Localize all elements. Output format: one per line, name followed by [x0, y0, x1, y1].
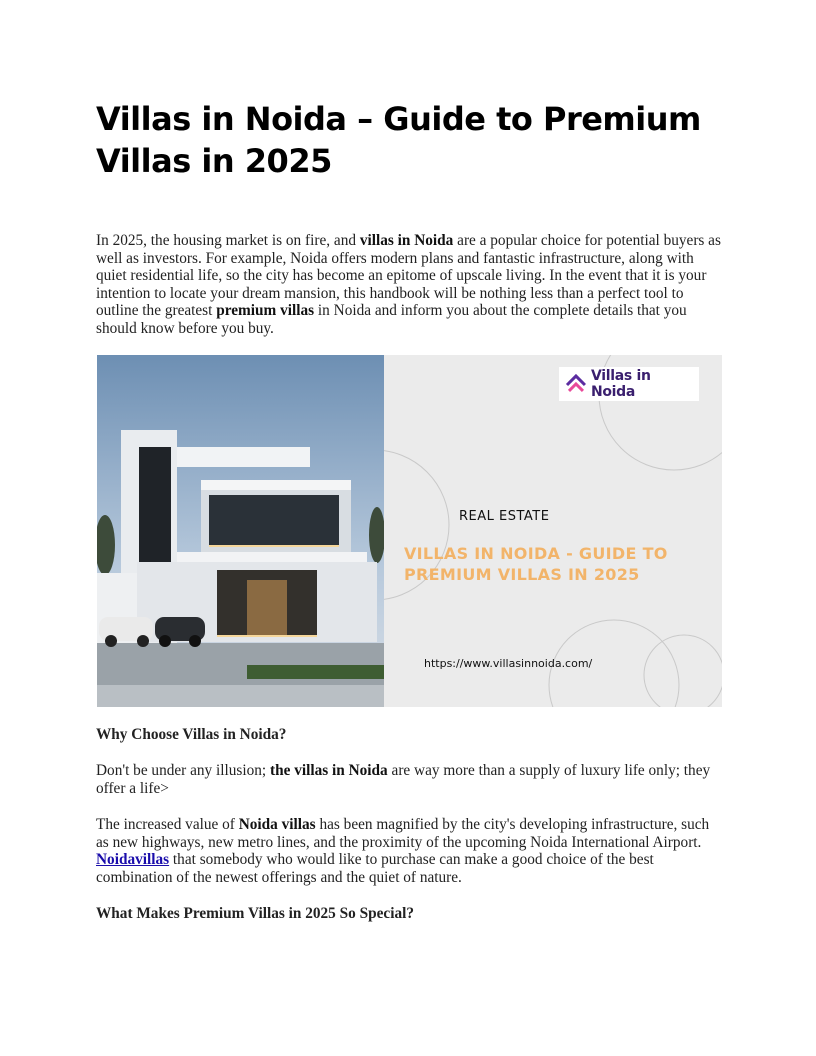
intro-text-2: are a popular choice for potential buyers as well as investors. For example, Noida offers modern plans and fantastic infrastructure, along with quiet residential life, so the city has become an epitome of upscale living. In the event that it is your intention to locate your dream mansion, this handbook will be nothing less than a perfect tool to outline the greatest	[96, 232, 721, 320]
logo-text: Villas in Noida	[590, 368, 651, 400]
intro-text-3: in Noida and inform you about the complete details that you should know before you buy.	[96, 302, 687, 337]
logo-house-icon	[565, 373, 587, 395]
p2-text-1: Don't be under any illusion;	[96, 762, 270, 779]
brand-logo	[559, 367, 699, 401]
banner-url: https://www.villasinnoida.com/	[424, 657, 593, 670]
promo-panel	[384, 355, 722, 707]
heading-what-makes-special: What Makes Premium Villas in 2025 So Special?	[96, 905, 414, 922]
intro-bold-premium-villas: premium villas	[216, 302, 315, 320]
real-estate-label: REAL ESTATE	[459, 509, 550, 524]
p3-text-1: The increased value of	[96, 816, 239, 833]
noida-villas-paragraph	[96, 816, 724, 886]
p2-bold: the villas in Noida	[269, 762, 388, 779]
banner-headline: VILLAS IN NOIDA - GUIDE TO PREMIUM VILLAS IN 2025	[404, 544, 668, 584]
why-choose-paragraph	[96, 762, 724, 797]
intro-bold-villas-in-noida: villas in Noida	[359, 232, 454, 249]
noidavillas-link[interactable]: Noidavillas	[96, 851, 170, 869]
p3-text-3: that somebody who would like to purchase can make a good choice of the best combination of the newest offerings and the quiet of nature.	[96, 851, 654, 886]
villa-photo	[97, 355, 384, 707]
intro-paragraph	[96, 232, 724, 338]
p3-bold: Noida villas	[238, 816, 316, 833]
intro-text-1: In 2025, the housing market is on fire, and	[96, 232, 360, 249]
heading-why-choose: Why Choose Villas in Noida?	[96, 726, 287, 743]
p2-text-2: are way more than a supply of luxury life only; they offer a life>	[96, 762, 711, 797]
page-title: Villas in Noida – Guide to Premium Villas in 2025	[96, 100, 701, 180]
hero-banner-image	[97, 355, 722, 707]
p3-text-2: has been magnified by the city's developing infrastructure, such as new highways, new metro lines, and the proximity of the upcoming Noida International Airport.	[96, 816, 710, 851]
